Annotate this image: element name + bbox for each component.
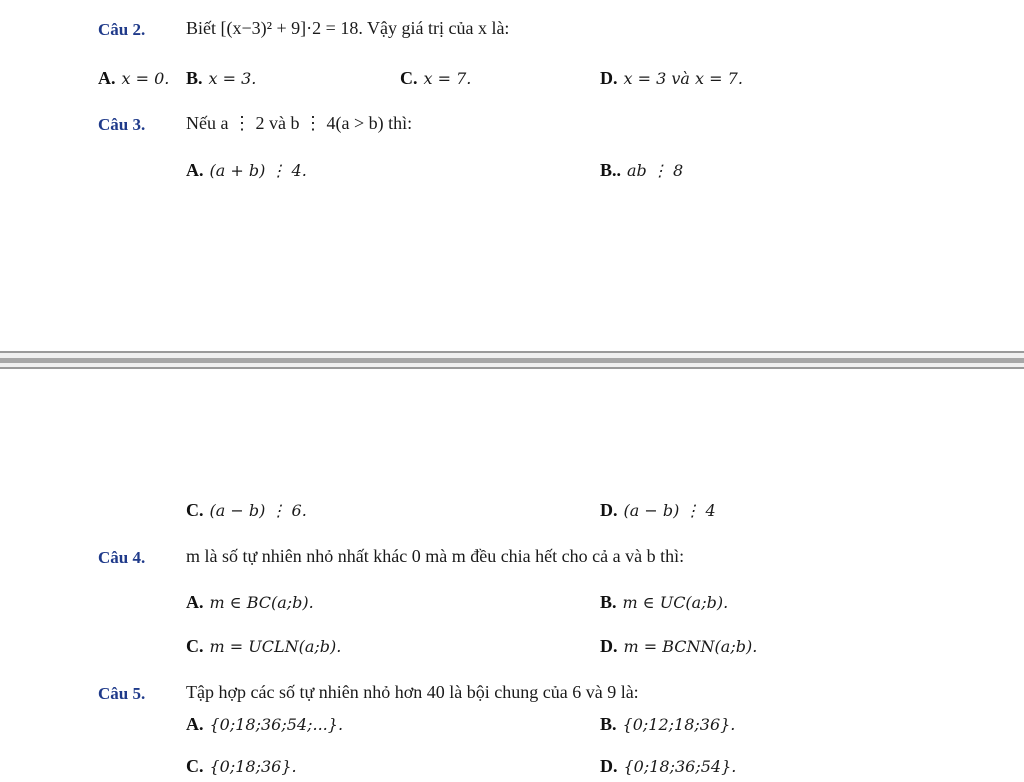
question-4-text: m là số tự nhiên nhỏ nhất khác 0 mà m đều chia hết cho cả a và b thì: — [186, 546, 685, 566]
q5-option-d — [600, 756, 736, 777]
option-key: C. — [400, 68, 418, 88]
q3-option-c — [186, 500, 307, 521]
q3-option-d — [600, 500, 716, 521]
option-text: x = 7. — [423, 69, 472, 88]
option-text: (a − b) ⋮ 6. — [209, 501, 307, 520]
q5-option-b — [600, 714, 735, 735]
option-key: C. — [186, 500, 204, 520]
option-text: (a − b) ⋮ 4 — [623, 501, 716, 520]
option-key: A. — [98, 68, 116, 88]
option-key: B.. — [600, 160, 622, 180]
option-key: D. — [600, 68, 618, 88]
q4-option-a — [186, 592, 314, 613]
option-text: x = 3. — [208, 69, 257, 88]
option-text: m ∈ BC(a;b). — [209, 593, 314, 612]
option-text: x = 3 và x = 7. — [623, 69, 743, 88]
option-key: C. — [186, 636, 204, 656]
q5-option-a — [186, 714, 343, 735]
q4-option-d — [600, 636, 757, 657]
option-text: x = 0. — [121, 69, 170, 88]
option-key: A. — [186, 592, 204, 612]
option-text: {0;18;36;54;...}. — [209, 715, 344, 734]
question-5-text: Tập hợp các số tự nhiên nhỏ hơn 40 là bội chung của 6 và 9 là: — [186, 682, 639, 702]
option-key: A. — [186, 160, 204, 180]
question-3-text: Nếu a ⋮ 2 và b ⋮ 4(a > b) thì: — [186, 113, 413, 133]
question-2-text: Biết [(x−3)² + 9]·2 = 18. Vậy giá trị của x là: — [186, 18, 510, 38]
option-key: A. — [186, 714, 204, 734]
q4-option-c — [186, 636, 341, 657]
q5-option-c — [186, 756, 297, 777]
page-divider — [0, 351, 1024, 369]
q2-option-b — [186, 68, 256, 89]
option-text: {0;12;18;36}. — [622, 715, 736, 734]
q2-option-d — [600, 68, 743, 89]
q2-option-a — [98, 68, 169, 89]
option-text: m = BCNN(a;b). — [623, 637, 758, 656]
option-text: m = UCLN(a;b). — [209, 637, 342, 656]
question-3-label: Câu 3. — [98, 115, 146, 134]
option-text: {0;18;36}. — [209, 757, 297, 776]
question-4-label: Câu 4. — [98, 548, 146, 567]
question-5-label: Câu 5. — [98, 684, 146, 703]
option-key: D. — [600, 636, 618, 656]
divider-bar — [0, 358, 1024, 363]
q4-option-b — [600, 592, 728, 613]
option-key: B. — [600, 592, 617, 612]
option-key: B. — [186, 68, 203, 88]
option-key: D. — [600, 500, 618, 520]
option-key: C. — [186, 756, 204, 776]
option-text: {0;18;36;54}. — [623, 757, 737, 776]
option-text: ab ⋮ 8 — [627, 161, 684, 180]
option-text: m ∈ UC(a;b). — [622, 593, 729, 612]
q3-option-b — [600, 160, 683, 181]
option-key: B. — [600, 714, 617, 734]
q2-option-c — [400, 68, 471, 89]
q3-option-a — [186, 160, 307, 181]
option-text: (a + b) ⋮ 4. — [209, 161, 307, 180]
option-key: D. — [600, 756, 618, 776]
question-2-label: Câu 2. — [98, 20, 146, 39]
